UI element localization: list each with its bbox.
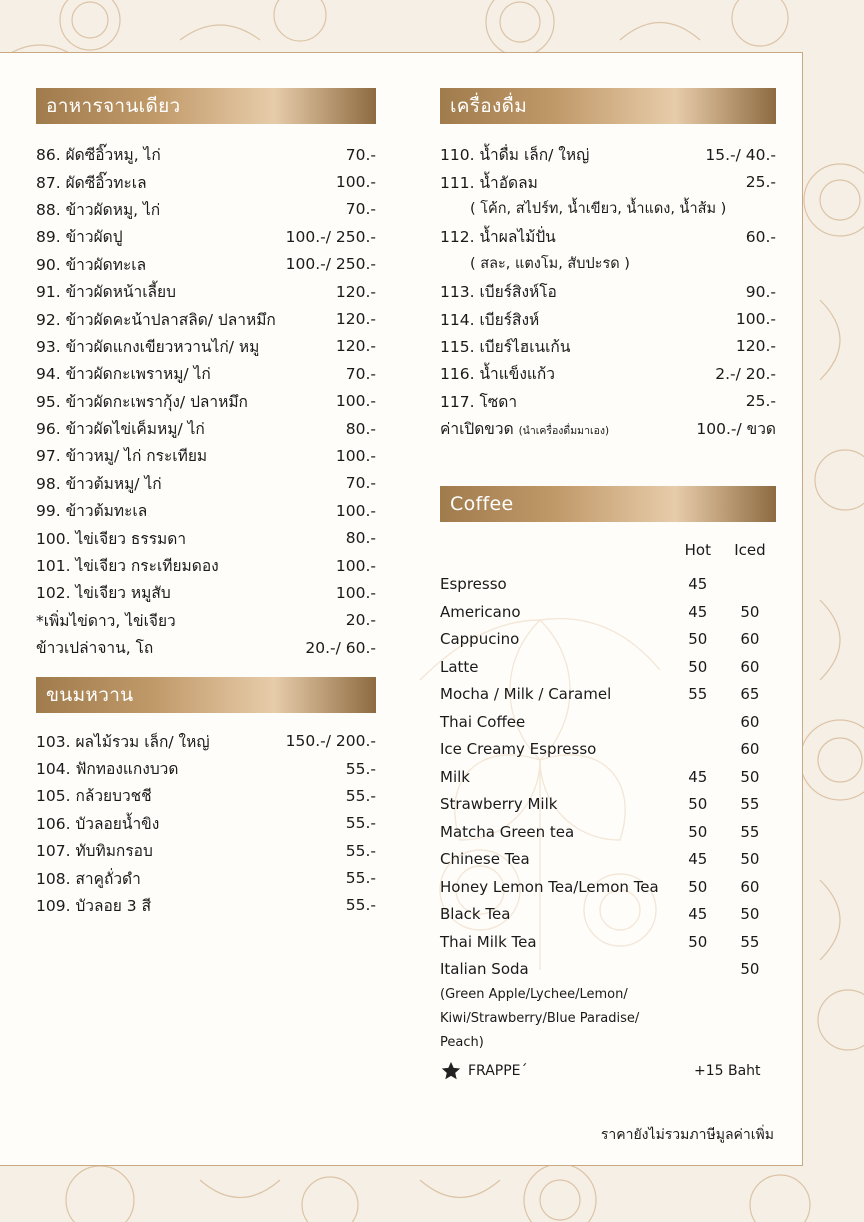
coffee-hot-price: 50 xyxy=(688,877,708,896)
item-name: ข้าวเปล่าจาน, โถ xyxy=(36,639,154,658)
item-name: 86. ผัดซีอิ๊วหมู, ไก่ xyxy=(36,146,161,165)
list-item xyxy=(36,251,376,278)
list-item xyxy=(36,497,376,524)
list-item xyxy=(36,168,376,195)
item-price: 100.- xyxy=(335,583,376,602)
list-item xyxy=(36,141,376,168)
list-item: 115. เบียร์ไฮเนเก้น 120.- xyxy=(440,337,776,356)
coffee-item xyxy=(440,598,776,626)
coffee-column-headers xyxy=(440,536,776,564)
item-price: 55.- xyxy=(345,841,376,860)
coffee-name: Italian Soda xyxy=(440,960,529,979)
coffee-name: Ice Creamy Espresso xyxy=(440,740,597,759)
coffee-list xyxy=(440,570,776,983)
list-item-subnote: ( โค้ก, สไปร์ท, น้ำเขียว, น้ำแดง, น้ำส้ม ) xyxy=(470,200,727,217)
item-price: 55.- xyxy=(345,814,376,833)
item-price: 100.- xyxy=(335,556,376,575)
coffee-iced-price: 50 xyxy=(740,905,760,924)
item-name: 104. ฟักทองแกงบวด xyxy=(36,760,179,778)
item-price: 70.- xyxy=(345,364,376,383)
coffee-iced-price: 55 xyxy=(740,795,760,814)
coffee-item xyxy=(440,845,776,873)
coffee-hot-price: 45 xyxy=(688,850,708,869)
coffee-name: Mocha / Milk / Caramel xyxy=(440,685,612,704)
coffee-item xyxy=(440,708,776,736)
coffee-hot-price: 45 xyxy=(688,575,708,594)
section-header-single-dish: อาหารจานเดียว xyxy=(36,88,376,124)
coffee-iced-price: 60 xyxy=(740,877,760,896)
item-name: 87. ผัดซีอิ๊วทะเล xyxy=(36,173,147,192)
list-item xyxy=(36,442,376,469)
item-price: 120.- xyxy=(335,310,376,329)
list-item xyxy=(36,388,376,415)
coffee-item xyxy=(440,955,776,983)
item-name: 99. ข้าวต้มทะเล xyxy=(36,502,148,521)
item-price: 100.-/ 250.- xyxy=(285,227,376,246)
list-item xyxy=(36,810,376,837)
item-price: 80.- xyxy=(345,529,376,548)
item-name: 103. ผลไม้รวม เล็ก/ ใหญ่ xyxy=(36,732,210,751)
list-item: 117. โซดา 25.- xyxy=(440,392,776,411)
coffee-name: Espresso xyxy=(440,575,507,594)
item-price: 80.- xyxy=(345,419,376,438)
coffee-item xyxy=(440,790,776,818)
list-item xyxy=(36,579,376,606)
coffee-iced-price: 55 xyxy=(740,822,760,841)
list-item xyxy=(36,727,376,754)
drinks-list xyxy=(440,141,776,442)
coffee-item xyxy=(440,625,776,653)
item-name: 107. ทับทิมกรอบ xyxy=(36,842,153,861)
list-item xyxy=(36,333,376,360)
item-price: 100.- xyxy=(335,392,376,411)
coffee-name: Strawberry Milk xyxy=(440,795,558,814)
list-item xyxy=(36,864,376,891)
star-icon xyxy=(440,1060,462,1082)
item-price: 150.-/ 200.- xyxy=(285,732,376,751)
coffee-name: Thai Coffee xyxy=(440,712,526,731)
item-price: 70.- xyxy=(345,474,376,493)
soda-flavors-note: (Green Apple/Lychee/Lemon/ Kiwi/Strawberry/Blue Paradise/ Peach) xyxy=(440,986,640,1050)
coffee-hot-price: 45 xyxy=(688,905,708,924)
list-item xyxy=(36,524,376,551)
coffee-name: Cappucino xyxy=(440,630,520,649)
item-price: 20.-/ 60.- xyxy=(305,638,376,657)
item-name: 102. ไข่เจียว หมูสับ xyxy=(36,584,171,603)
tax-note: ราคายังไม่รวมภาษีมูลค่าเพิ่ม xyxy=(600,1127,774,1143)
item-name: 109. บัวลอย 3 สี xyxy=(36,896,152,915)
item-name: 94. ข้าวผัดกะเพราหมู/ ไก่ xyxy=(36,365,211,384)
coffee-hot-price: 55 xyxy=(688,685,708,704)
item-price: 55.- xyxy=(345,786,376,805)
list-item xyxy=(36,837,376,864)
item-name: 105. กล้วยบวชชี xyxy=(36,787,152,806)
corkage-fee: ค่าเปิดขวด (นำเครื่องดื่มมาเอง) 100.-/ ขวด xyxy=(440,420,776,439)
coffee-name: Latte xyxy=(440,657,479,676)
list-item xyxy=(36,607,376,634)
coffee-item xyxy=(440,653,776,681)
coffee-iced-price: 60 xyxy=(740,657,760,676)
item-price: 120.- xyxy=(335,337,376,356)
coffee-item xyxy=(440,763,776,791)
coffee-iced-price: 50 xyxy=(740,767,760,786)
item-name: 88. ข้าวผัดหมู, ไก่ xyxy=(36,200,161,219)
col-iced-header: Iced xyxy=(734,541,766,560)
item-price: 100.- xyxy=(335,446,376,465)
list-item xyxy=(36,755,376,782)
coffee-name: Black Tea xyxy=(440,905,511,924)
frappe-label: FRAPPE´ xyxy=(468,1062,528,1079)
section-header-dessert: ขนมหวาน xyxy=(36,677,376,713)
list-item xyxy=(36,634,376,661)
coffee-iced-price: 55 xyxy=(740,932,760,951)
item-name: 96. ข้าวผัดไข่เค็มหมู/ ไก่ xyxy=(36,420,205,439)
list-item: 111. น้ำอัดลม 25.- xyxy=(440,173,776,192)
frappe-price: +15 Baht xyxy=(694,1062,761,1079)
list-item: 114. เบียร์สิงห์ 100.- xyxy=(440,310,776,329)
coffee-item xyxy=(440,928,776,956)
list-item xyxy=(36,223,376,250)
coffee-item xyxy=(440,900,776,928)
list-item xyxy=(36,415,376,442)
coffee-iced-price: 50 xyxy=(740,602,760,621)
coffee-name: Matcha Green tea xyxy=(440,822,575,841)
list-item: 112. น้ำผลไม้ปั่น 60.- xyxy=(440,227,776,247)
item-price: 55.- xyxy=(345,759,376,778)
coffee-iced-price: 60 xyxy=(740,712,760,731)
coffee-name: Americano xyxy=(440,602,521,621)
coffee-name: Chinese Tea xyxy=(440,850,530,869)
item-price: 55.- xyxy=(345,869,376,888)
item-name: 98. ข้าวต้มหมู/ ไก่ xyxy=(36,474,162,493)
coffee-hot-price: 45 xyxy=(688,767,708,786)
coffee-iced-price: 60 xyxy=(740,740,760,759)
coffee-name: Thai Milk Tea xyxy=(440,932,537,951)
frappe-row xyxy=(440,1055,776,1087)
coffee-hot-price: 50 xyxy=(688,932,708,951)
list-item xyxy=(36,892,376,919)
item-name: 95. ข้าวผัดกะเพรากุ้ง/ ปลาหมึก xyxy=(36,392,248,411)
coffee-hot-price: 50 xyxy=(688,630,708,649)
list-item-subnote: ( สละ, แตงโม, สับปะรด ) xyxy=(470,255,630,272)
item-price: 70.- xyxy=(345,145,376,164)
item-price: 20.- xyxy=(345,611,376,630)
coffee-iced-price: 50 xyxy=(740,960,760,979)
item-price: 70.- xyxy=(345,200,376,219)
right-column xyxy=(440,88,776,1087)
item-price: 100.-/ 250.- xyxy=(285,255,376,274)
list-item xyxy=(36,552,376,579)
section-header-drinks: เครื่องดื่ม xyxy=(440,88,776,124)
coffee-iced-price: 65 xyxy=(740,685,760,704)
item-price: 55.- xyxy=(345,896,376,915)
col-hot-header: Hot xyxy=(684,541,711,560)
item-name: *เพิ่มไข่ดาว, ไข่เจียว xyxy=(36,611,176,630)
list-item: 110. น้ำดื่ม เล็ก/ ใหญ่ 15.-/ 40.- xyxy=(440,145,776,165)
list-item xyxy=(36,305,376,332)
list-item xyxy=(36,470,376,497)
list-item: 116. น้ำแข็งแก้ว 2.-/ 20.- xyxy=(440,364,776,384)
item-price: 100.- xyxy=(335,501,376,520)
list-item xyxy=(36,782,376,809)
coffee-item xyxy=(440,680,776,708)
coffee-iced-price: 60 xyxy=(740,630,760,649)
coffee-item xyxy=(440,873,776,901)
list-item xyxy=(36,196,376,223)
item-name: 100. ไข่เจียว ธรรมดา xyxy=(36,529,187,548)
item-name: 106. บัวลอยน้ำขิง xyxy=(36,814,160,833)
item-name: 101. ไข่เจียว กระเทียมดอง xyxy=(36,557,219,576)
coffee-hot-price: 50 xyxy=(688,795,708,814)
item-name: 108. สาคูถั่วดำ xyxy=(36,869,141,888)
list-item xyxy=(36,278,376,305)
coffee-hot-price: 50 xyxy=(688,657,708,676)
item-name: 92. ข้าวผัดคะน้าปลาสลิด/ ปลาหมึก xyxy=(36,310,276,329)
item-name: 90. ข้าวผัดทะเล xyxy=(36,255,147,274)
item-name: 91. ข้าวผัดหน้าเลี้ยบ xyxy=(36,283,176,302)
coffee-name: Honey Lemon Tea/Lemon Tea xyxy=(440,877,659,896)
coffee-hot-price: 50 xyxy=(688,822,708,841)
list-item: 113. เบียร์สิงห์โอ 90.- xyxy=(440,282,776,302)
section-header-coffee: Coffee xyxy=(440,486,776,522)
coffee-hot-price: 45 xyxy=(688,602,708,621)
item-name: 93. ข้าวผัดแกงเขียวหวานไก่/ หมู xyxy=(36,337,260,356)
coffee-item xyxy=(440,735,776,763)
dessert-list xyxy=(36,727,376,919)
coffee-name: Milk xyxy=(440,767,470,786)
single-dish-list xyxy=(36,141,376,661)
item-name: 97. ข้าวหมู/ ไก่ กระเทียม xyxy=(36,447,208,466)
item-price: 100.- xyxy=(335,173,376,192)
coffee-item xyxy=(440,570,776,598)
coffee-item xyxy=(440,818,776,846)
coffee-iced-price: 50 xyxy=(740,850,760,869)
left-column xyxy=(36,88,376,919)
list-item xyxy=(36,360,376,387)
item-price: 120.- xyxy=(335,282,376,301)
item-name: 89. ข้าวผัดปู xyxy=(36,228,123,247)
